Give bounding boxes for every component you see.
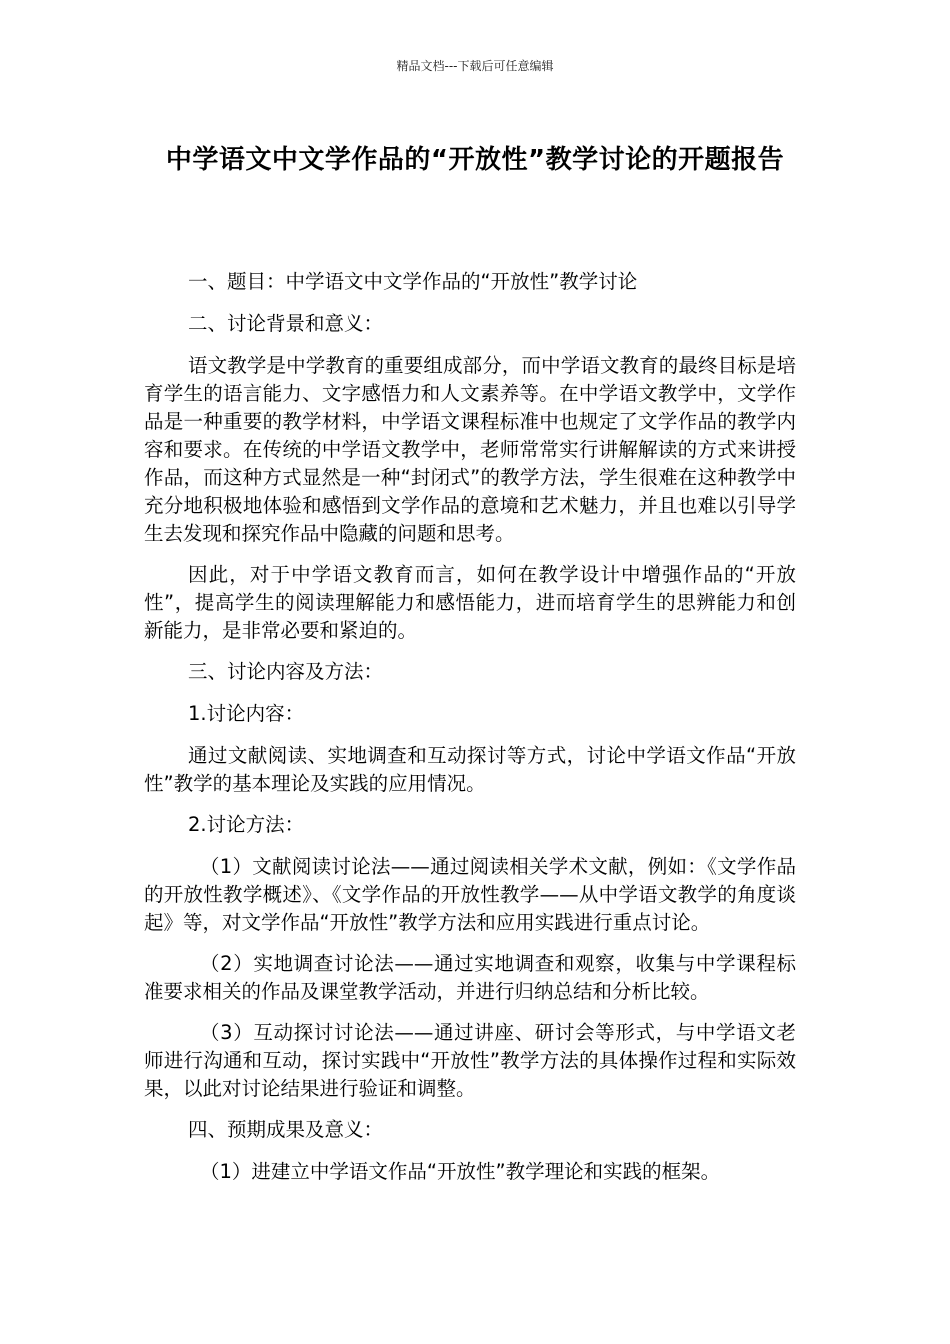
section-topic: 一、题目：中学语文中文学作品的“开放性”教学讨论 [188,270,638,293]
subsection-content-heading: 1.讨论内容： [188,702,305,725]
section-outcomes-heading: 四、预期成果及意义： [188,1118,384,1141]
paragraph-background: 语文教学是中学教育的重要组成部分，而中学语文教育的最终目标是培育学生的语言能力、文字感悟力和人文素养等。在中学语文教学中，文学作品是一种重要的教学材料，中学语文课程标准中也规定了文学作品的教学内容和要求。在传统的中学语文教学中，老师常常实行讲解解读的方式来讲授作品，而这种方式显然是一种“封闭式”的教学方法，学生很难在这种教学中充分地积极地体验和感悟到文学作品的意境和艺术魅力，并且也难以引导学生去发现和探究作品中隐藏的问题和思考。 [144,354,796,545]
paragraph-content: 通过文献阅读、实地调查和互动探讨等方式，讨论中学语文作品“开放性”教学的基本理论及实践的应用情况。 [144,744,796,795]
method-item-1: （1）文献阅读讨论法——通过阅读相关学术文献，例如：《文学作品的开放性教学概述》、《文学作品的开放性教学——从中学语文教学的角度谈起》等，对文学作品“开放性”教学方法和应用实践进行重点讨论。 [144,855,796,934]
document-title: 中学语文中文学作品的“开放性”教学讨论的开题报告 [165,145,785,175]
header-note: 精品文档---下载后可任意编辑 [396,59,554,73]
paragraph-significance: 因此，对于中学语文教育而言，如何在教学设计中增强作品的“开放性”，提高学生的阅读理解能力和感悟能力，进而培育学生的思辨能力和创新能力，是非常必要和紧迫的。 [144,563,796,642]
document-body [144,268,796,1199]
method-item-3: （3）互动探讨讨论法——通过讲座、研讨会等形式，与中学语文老师进行沟通和互动，探讨实践中“开放性”教学方法的具体操作过程和实际效果，以此对讨论结果进行验证和调整。 [144,1021,796,1100]
outcome-item-1: （1）进建立中学语文作品“开放性”教学理论和实践的框架。 [200,1160,721,1183]
subsection-methods-heading: 2.讨论方法： [188,813,305,836]
section-content-methods-heading: 三、讨论内容及方法： [188,660,384,683]
section-background-heading: 二、讨论背景和意义： [188,312,384,335]
method-item-2: （2）实地调查讨论法——通过实地调查和观察，收集与中学课程标准要求相关的作品及课堂教学活动，并进行归纳总结和分析比较。 [144,952,796,1003]
